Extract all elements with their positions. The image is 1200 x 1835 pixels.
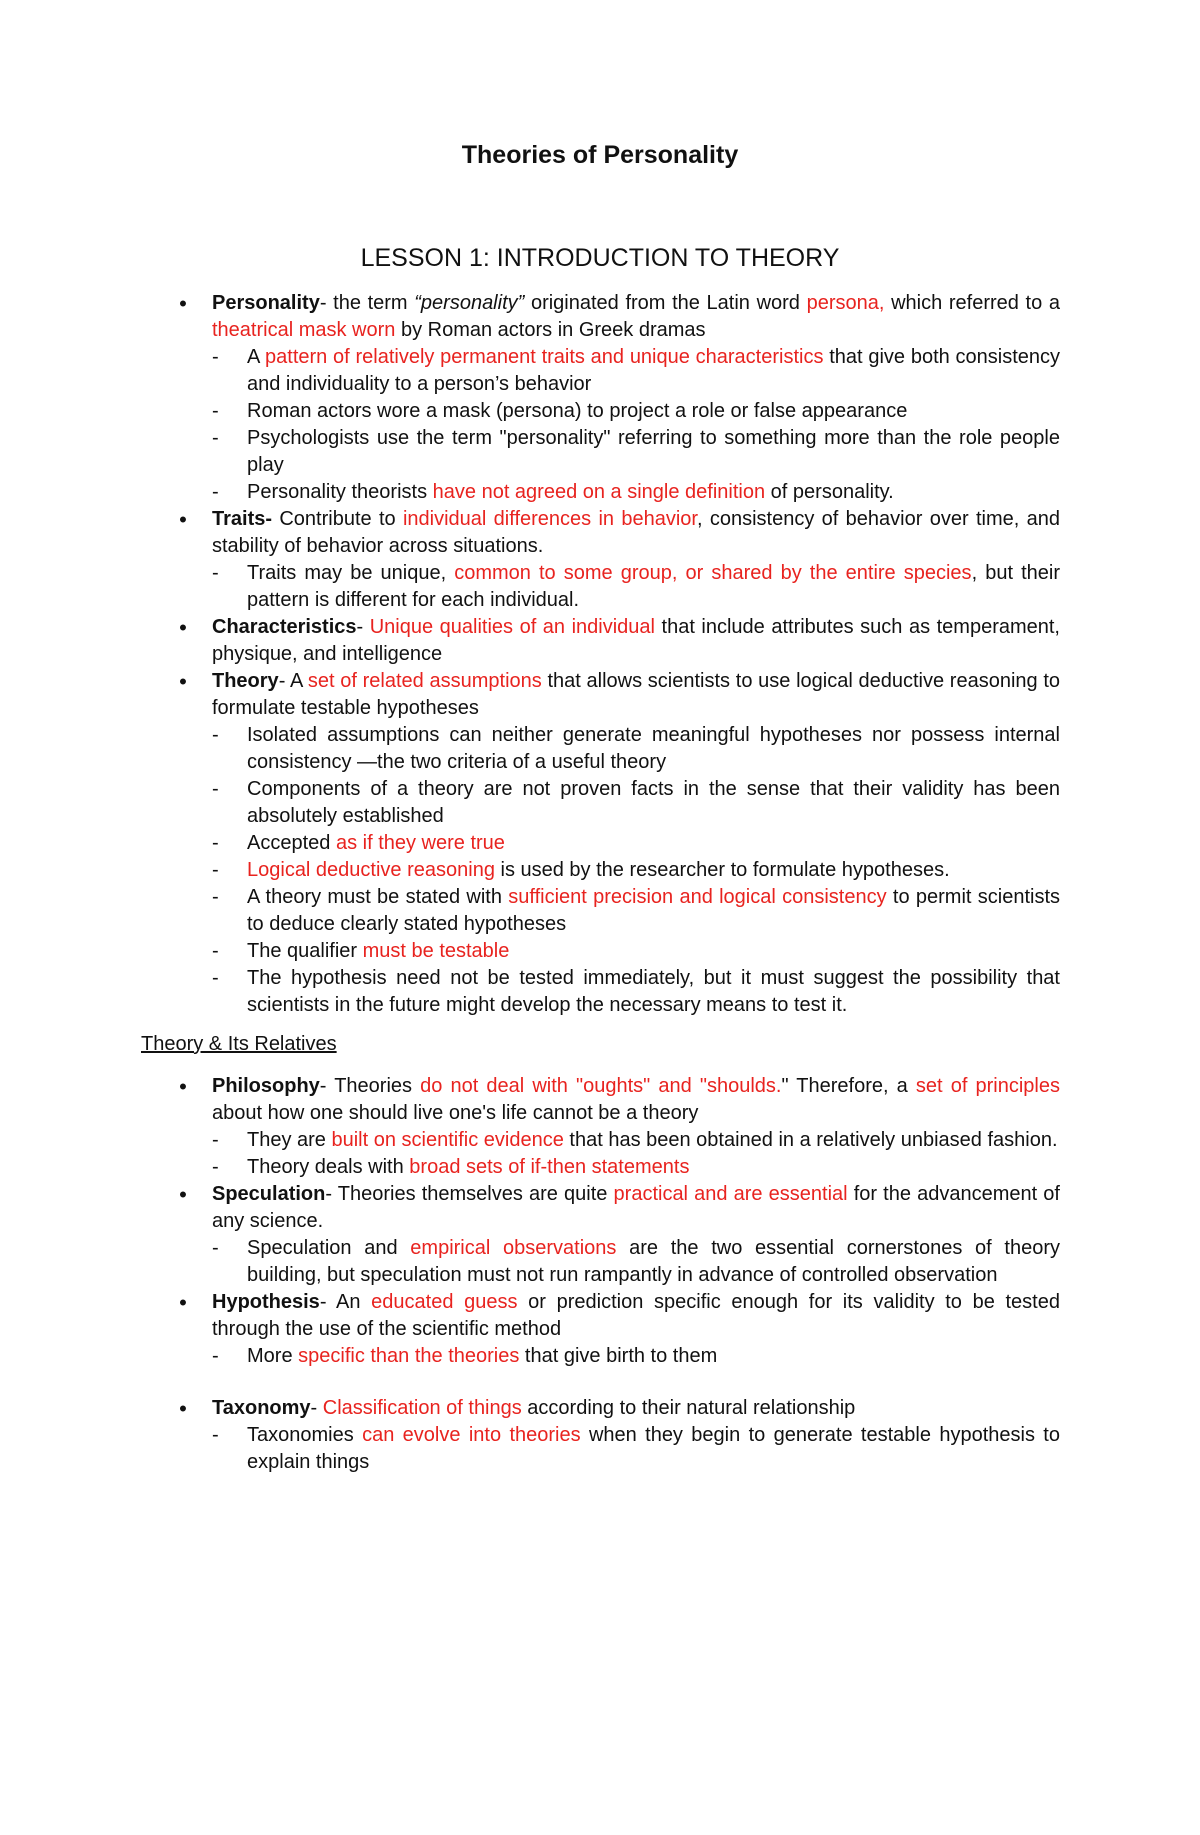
list-item-personality: • Personality- the term “personality” originated from the Latin word persona, which referred to a theatrical mask worn by Roman actors in Greek dramas [212,290,1060,344]
highlight-text: practical and are essential [613,1183,848,1205]
highlight-text: educated guess [371,1291,518,1313]
dash-marker: - [212,1237,219,1259]
dash-marker: - [212,1156,219,1178]
list-item-characteristics: • Characteristics- Unique qualities of an individual that include attributes such as temperament, physique, and intelligence [212,614,1060,668]
dash-marker: - [212,346,219,368]
highlight-text: persona, [806,292,885,314]
sub-item: - A theory must be stated with sufficient precision and logical consistency to permit scientists to deduce clearly stated hypotheses [212,886,1060,935]
dash-marker: - [212,481,219,503]
highlight-text: Unique qualities of an individual [369,616,655,638]
dash-marker: - [212,1424,219,1446]
term-label: Philosophy [212,1075,320,1097]
bullet-icon: • [179,1396,187,1421]
dash-marker: - [212,778,219,800]
sub-item: - Personality theorists have not agreed on a single definition of personality. [247,479,1060,506]
dash-marker: - [212,886,219,908]
highlight-text: set of principles [915,1075,1060,1097]
term-label: Taxonomy [212,1397,311,1419]
highlight-text: Classification of things [322,1397,522,1419]
bullet-icon: • [179,507,187,532]
bullet-icon: • [179,1074,187,1099]
sub-item: - Isolated assumptions can neither generate meaningful hypotheses nor possess internal consistency —the two criteria of a useful theory [212,724,1060,773]
bullet-icon: • [179,1290,187,1315]
dash-marker: - [212,967,219,989]
list-item-taxonomy: • Taxonomy- Classification of things according to their natural relationship [212,1395,1060,1422]
sub-item: - Accepted as if they were true [247,830,1060,857]
list-item-speculation: • Speculation- Theories themselves are quite practical and are essential for the advancement of any science. [212,1181,1060,1235]
sub-item: - A pattern of relatively permanent traits and unique characteristics that give both consistency and individuality to a person’s behavior [212,346,1061,395]
highlight-text: set of related assumptions [307,670,542,692]
dash-marker: - [212,400,219,422]
spacer [212,1370,1060,1395]
sub-item: - The hypothesis need not be tested immediately, but it must suggest the possibility that scientists in the future might develop the necessary means to test it. [212,967,1060,1016]
sub-item: - More specific than the theories that give birth to them [247,1343,1060,1370]
highlight-text: do not deal with "oughts" and "shoulds. [420,1075,782,1097]
sub-item: - They are built on scientific evidence that has been obtained in a relatively unbiased fashion. [247,1127,1060,1154]
term-label: Characteristics [212,616,357,638]
bullet-icon: • [179,669,187,694]
sub-item: - Roman actors wore a mask (persona) to project a role or false appearance [247,398,1060,425]
dash-marker: - [212,1129,219,1151]
dash-marker: - [212,859,219,881]
lesson-heading: LESSON 1: INTRODUCTION TO THEORY [360,244,840,272]
dash-marker: - [212,940,219,962]
document-title: Theories of Personality [461,141,739,169]
list-item-theory: • Theory- A set of related assumptions that allows scientists to use logical deductive reasoning to formulate testable hypotheses [212,668,1060,722]
sub-item: - Theory deals with broad sets of if-then statements [247,1154,1060,1181]
sub-item: - Taxonomies can evolve into theories when they begin to generate testable hypothesis to explain things [212,1424,1060,1473]
sub-item: - Psychologists use the term "personality" referring to something more than the role people play [212,427,1060,476]
highlight-text: theatrical mask worn [212,319,396,341]
dash-marker: - [212,724,219,746]
lesson-content [179,290,1061,1019]
list-item-traits: • Traits- Contribute to individual differences in behavior, consistency of behavior over time, and stability of behavior across situations. [212,506,1060,560]
bullet-icon: • [179,615,187,640]
sub-item: - Logical deductive reasoning is used by the researcher to formulate hypotheses. [247,857,1060,884]
term-label: Speculation [212,1183,326,1205]
highlight-text: individual differences in behavior [402,508,697,530]
sub-item: - Components of a theory are not proven facts in the sense that their validity has been absolutely established [212,778,1060,827]
list-item-philosophy: • Philosophy- Theories do not deal with "oughts" and "shoulds." Therefore, a set of principles about how one should live one's life cannot be a theory [212,1073,1060,1127]
list-item-hypothesis: • Hypothesis- An educated guess or prediction specific enough for its validity to be tested through the use of the scientific method [212,1289,1060,1343]
dash-marker: - [212,832,219,854]
term-label: Personality [212,292,320,314]
sub-item: - The qualifier must be testable [247,938,1060,965]
section-heading: Theory & Its Relatives [141,1033,337,1055]
sub-item: - Speculation and empirical observations are the two essential cornerstones of theory building, but speculation must not run rampantly in advance of controlled observation [212,1237,1060,1286]
sub-item: - Traits may be unique, common to some group, or shared by the entire species, but their pattern is different for each individual. [212,562,1060,611]
term-label: Theory [212,670,279,692]
term-label: Traits- [212,508,273,530]
dash-marker: - [212,1345,219,1367]
relatives-content [179,1073,1060,1476]
dash-marker: - [212,427,219,449]
term-label: Hypothesis [212,1291,320,1313]
dash-marker: - [212,562,219,584]
bullet-icon: • [179,291,187,316]
bullet-icon: • [179,1182,187,1207]
